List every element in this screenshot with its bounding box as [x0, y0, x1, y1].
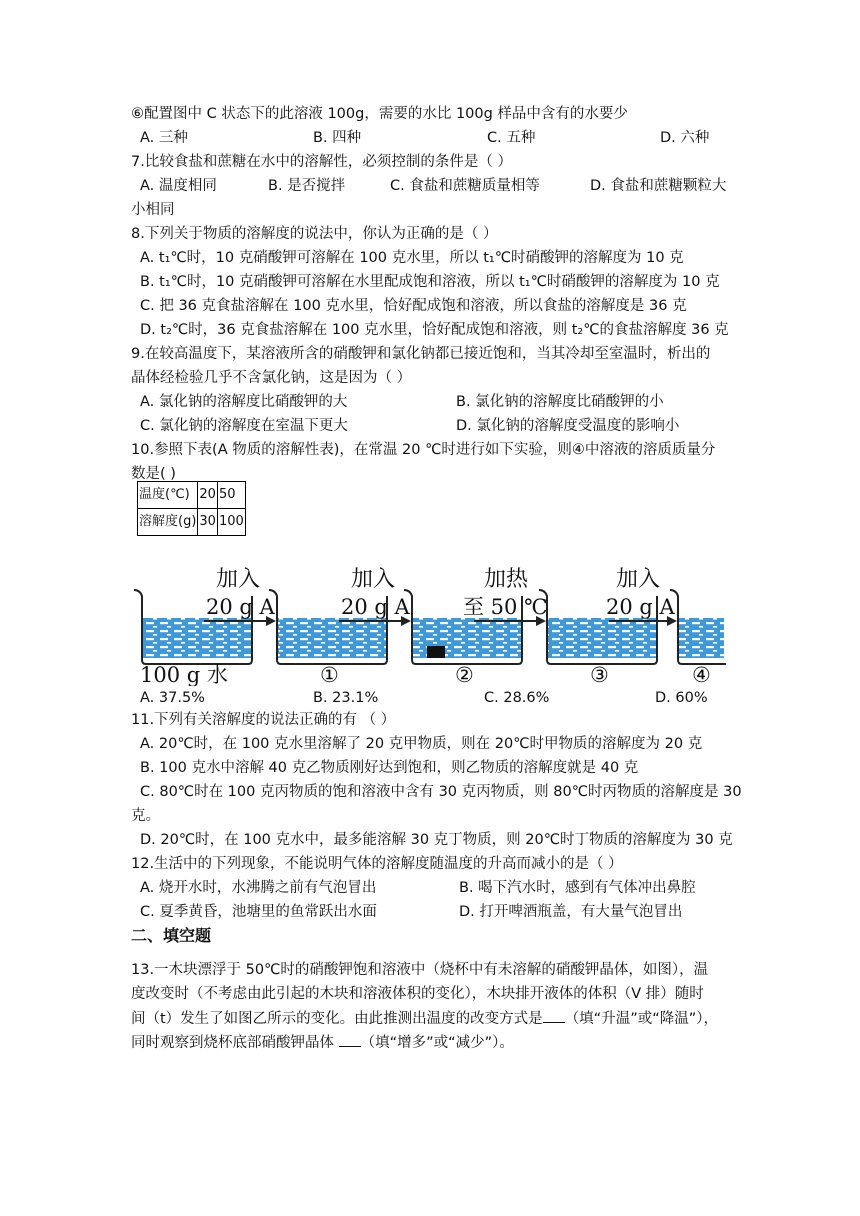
- table-cell: 100: [217, 509, 245, 536]
- step-3-bottom: 至 50 ℃: [463, 595, 548, 619]
- beaker-4: [670, 590, 726, 664]
- q6-option-d: D. 六种: [660, 130, 710, 146]
- q10-stem-line2: 数是( ): [131, 466, 176, 482]
- step-1-top: 加入: [216, 567, 261, 592]
- q6-statement: ⑥配置图中 C 状态下的此溶液 100g，需要的水比 100g 样品中含有的水要少: [131, 106, 628, 122]
- q11-option-b: B. 100 克水中溶解 40 克乙物质刚好达到饱和，则乙物质的溶解度就是 40 克: [140, 760, 639, 776]
- q8-stem: 8.下列关于物质的溶解度的说法中，你认为正确的是（ ）: [131, 226, 498, 242]
- step-3-top: 加热: [484, 567, 529, 592]
- q7-option-c: C. 食盐和蔗糖质量相等: [390, 178, 540, 194]
- q8-option-c: C. 把 36 克食盐溶解在 100 克水里，恰好配成饱和溶液，所以食盐的溶解度是 36 克: [140, 298, 687, 314]
- q8-option-b: B. t₁℃时，10 克硝酸钾可溶解在水里配成饱和溶液，所以 t₁℃时硝酸钾的溶解度为 10 克: [140, 274, 720, 290]
- q9-option-c: C. 氯化钠的溶解度在室温下更大: [140, 418, 348, 434]
- q12-option-b: B. 喝下汽水时，感到有气体冲出鼻腔: [459, 880, 696, 896]
- q13-line3: [131, 1008, 718, 1029]
- section-heading: 二、填空题: [131, 926, 212, 945]
- q7-option-a: A. 温度相同: [140, 178, 217, 194]
- q12-option-d: D. 打开啤酒瓶盖，有大量气泡冒出: [459, 904, 683, 920]
- table-cell: 50: [217, 482, 245, 509]
- undissolved-solid: [427, 646, 445, 658]
- q12-option-a: A. 烧开水时，水沸腾之前有气泡冒出: [140, 880, 377, 896]
- q13-line3-text: 间（t）发生了如图乙所示的变化。由此推测出温度的改变方式是: [131, 1011, 543, 1027]
- answer-blank-2[interactable]: [339, 1032, 361, 1047]
- q11-option-c-wrap: 克。: [131, 808, 160, 824]
- step-4-bottom: 20 g A: [606, 595, 675, 619]
- q7-option-d-wrap: 小相同: [131, 202, 175, 218]
- q11-stem: 11.下列有关溶解度的说法正确的有 （ ）: [131, 712, 396, 728]
- beaker-label-3: ③: [590, 663, 609, 686]
- q9-option-a: A. 氯化钠的溶解度比硝酸钾的大: [140, 394, 348, 410]
- q12-stem: 12.生活中的下列现象，不能说明气体的溶解度随温度的升高而减小的是（ ）: [131, 856, 623, 872]
- table-cell: 30: [198, 509, 218, 536]
- q10-stem-line1: 10.参照下表(A 物质的溶解性表)，在常温 20 ℃时进行如下实验，则④中溶液的溶质质量分: [131, 442, 716, 458]
- q13-line2: 度改变时（不考虑由此引起的木块和溶液体积的变化），木块排开液体的体积（V 排）随时: [131, 986, 704, 1002]
- solubility-table: [137, 481, 246, 536]
- q11-option-d: D. 20℃时，在 100 克水中，最多能溶解 30 克丁物质，则 20℃时丁物质的溶解度为 30 克: [140, 832, 733, 848]
- table-cell: 温度(℃): [138, 482, 198, 509]
- q11-option-c: C. 80℃时在 100 克丙物质的饱和溶液中含有 30 克丙物质，则 80℃时丙物质的溶解度是 30: [140, 784, 742, 800]
- q9-option-d: D. 氯化钠的溶解度受温度的影响小: [456, 418, 680, 434]
- q10-option-c: C. 28.6%: [484, 690, 550, 706]
- table-row: [138, 509, 246, 536]
- step-1-bottom: 20 g A: [206, 595, 275, 619]
- q8-option-d: D. t₂℃时，36 克食盐溶解在 100 克水里，恰好配成饱和溶液，则 t₂℃的食盐溶解度 36 克: [140, 322, 729, 338]
- q13-line3-hint: （填“升温”或“降温”），: [564, 1011, 718, 1027]
- q13-line1: 13.一木块漂浮于 50℃时的硝酸钾饱和溶液中（烧杯中有未溶解的硝酸钾晶体，如图），温: [131, 962, 709, 978]
- step-2-bottom: 20 g A: [341, 595, 410, 619]
- q7-option-d: D. 食盐和蔗糖颗粒大: [590, 178, 727, 194]
- q6-option-a: A. 三种: [140, 130, 188, 146]
- q8-option-a: A. t₁℃时，10 克硝酸钾可溶解在 100 克水里，所以 t₁℃时硝酸钾的溶解度为 10 克: [140, 250, 684, 266]
- q10-option-b: B. 23.1%: [313, 690, 379, 706]
- q10-option-a: A. 37.5%: [140, 690, 205, 706]
- q6-option-b: B. 四种: [313, 130, 362, 146]
- beaker-label-water: 100 g 水: [140, 663, 228, 686]
- step-4-top: 加入: [616, 567, 661, 592]
- beaker-label-1: ①: [320, 663, 339, 686]
- q12-option-c: C. 夏季黄昏，池塘里的鱼常跃出水面: [140, 904, 377, 920]
- step-2-top: 加入: [351, 567, 396, 592]
- q11-option-a: A. 20℃时，在 100 克水里溶解了 20 克甲物质，则在 20℃时甲物质的溶解度为 20 克: [140, 736, 703, 752]
- table-cell: 20: [198, 482, 218, 509]
- q6-option-c: C. 五种: [487, 130, 536, 146]
- q7-option-b: B. 是否搅拌: [268, 178, 346, 194]
- q10-option-d: D. 60%: [655, 690, 708, 706]
- q13-line4-text: 同时观察到烧杯底部硝酸钾晶体: [131, 1035, 339, 1051]
- beaker-label-4: ④: [692, 663, 711, 686]
- q9-option-b: B. 氯化钠的溶解度比硝酸钾的小: [456, 394, 664, 410]
- experiment-figure: [130, 556, 730, 686]
- q9-stem-line2: 晶体经检验几乎不含氯化钠，这是因为（ ）: [131, 370, 412, 386]
- table-row: [138, 482, 246, 509]
- answer-blank-1[interactable]: [543, 1008, 565, 1023]
- beaker-label-2: ②: [455, 663, 474, 686]
- table-cell: 溶解度(g): [138, 509, 198, 536]
- q7-stem: 7.比较食盐和蔗糖在水中的溶解性，必须控制的条件是（ ）: [131, 154, 512, 170]
- q13-line4-hint: （填“增多”或“减少”）。: [360, 1035, 514, 1051]
- q13-line4: [131, 1032, 514, 1053]
- q9-stem-line1: 9.在较高温度下，某溶液所含的硝酸钾和氯化钠都已接近饱和，当其冷却至室温时，析出的: [131, 346, 711, 362]
